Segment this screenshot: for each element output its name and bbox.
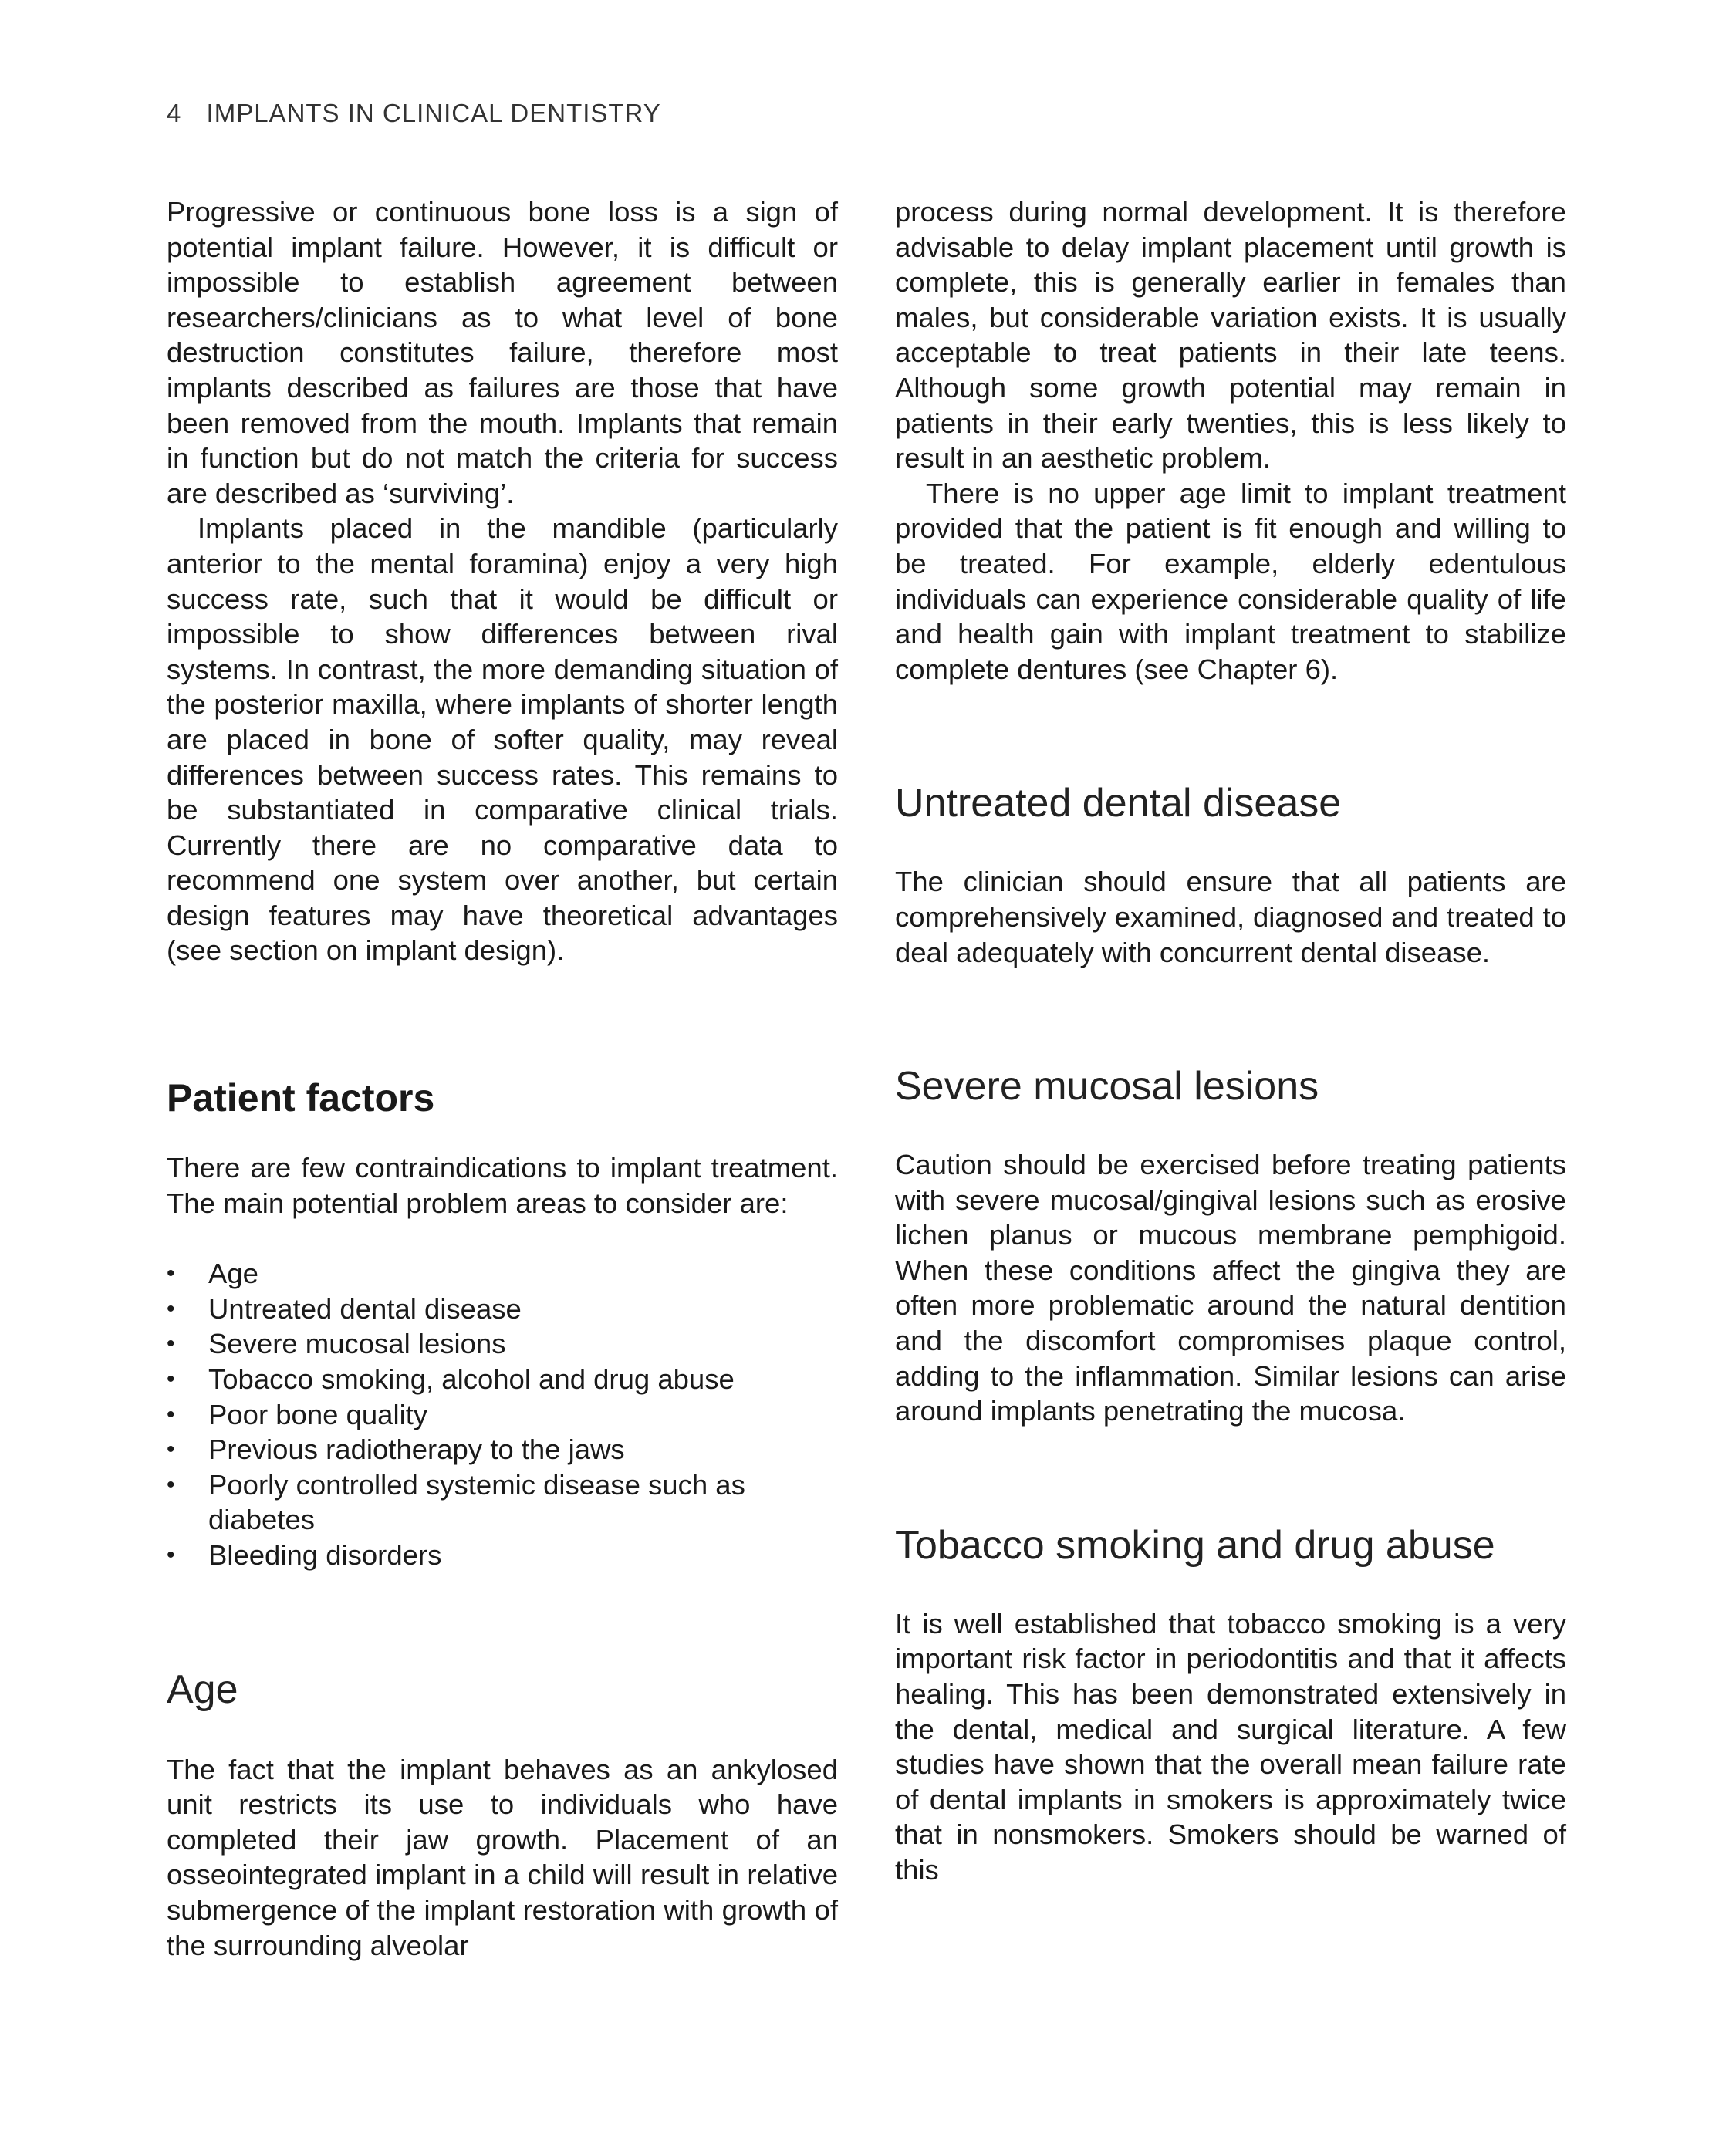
- running-title: IMPLANTS IN CLINICAL DENTISTRY: [206, 99, 661, 127]
- list-item: • Poorly controlled systemic disease such as diabetes: [167, 1467, 838, 1538]
- list-item: • Poor bone quality: [167, 1397, 838, 1433]
- heading-severe-mucosal-lesions: Severe mucosal lesions: [895, 1064, 1319, 1109]
- list-item: • Tobacco smoking, alcohol and drug abuse: [167, 1362, 838, 1397]
- paragraph-mandible: Implants placed in the mandible (particularly anterior to the mental foramina) enjoy a very high success rate, such that it would be difficult or impossible to show differences between rival systems. In contrast, the more demanding situation of the posterior maxilla, where implants of shorter length are placed in bone of softer quality, may reveal differences between success rates. This remains to be substantiated in comparative clinical trials. Currently there are no comparative data to recommend one system over another, but certain design features may have theoretical advantages (see section on implant design).: [167, 512, 838, 967]
- list-item: • Previous radiotherapy to the jaws: [167, 1432, 838, 1467]
- paragraph-untreated-dental-disease: The clinician should ensure that all patients are comprehensively examined, diagnosed and treated to deal adequately with concurrent dental disease.: [895, 866, 1566, 968]
- running-head: [167, 99, 661, 128]
- paragraph-age-continued: process during normal development. It is therefore advisable to delay implant placement until growth is complete, this is generally earlier in females than males, but considerable variation exists. It is usually acceptable to treat patients in their late teens. Although some growth potential may remain in patients in their early twenties, this is less likely to result in an aesthetic problem.: [895, 196, 1566, 474]
- heading-tobacco-smoking: Tobacco smoking and drug abuse: [895, 1522, 1495, 1568]
- paragraph-bone-loss: Progressive or continuous bone loss is a sign of potential implant failure. However, it is difficult or impossible to establish agreement between researchers/clinicians as to what level of bone destruction constitutes failure, therefore most implants described as failures are those that have been removed from the mouth. Implants that remain in function but do not match the criteria for success are described as ‘surviving’.: [167, 196, 838, 509]
- problem-areas-list: [167, 1256, 838, 1572]
- heading-age: Age: [167, 1667, 238, 1712]
- list-item: • Untreated dental disease: [167, 1292, 838, 1327]
- right-column: [895, 194, 1566, 1888]
- paragraph-severe-mucosal-lesions: Caution should be exercised before treating patients with severe mucosal/gingival lesions such as erosive lichen planus or mucous membrane pemphigoid. When these conditions affect the gingiva they are often more problematic around the natural dentition and the discomfort compromises plaque control, adding to the inflammation. Similar lesions can arise around implants penetrating the mucosa.: [895, 1149, 1566, 1427]
- page-number: 4: [167, 99, 182, 127]
- paragraph-tobacco-smoking: It is well established that tobacco smoking is a very important risk factor in periodontitis and that it affects healing. This has been demonstrated extensively in the dental, medical and surgical literature. A few studies have shown that the overall mean failure rate of dental implants in smokers is approximately twice that in nonsmokers. Smokers should be warned of this: [895, 1607, 1566, 1886]
- heading-untreated-dental-disease: Untreated dental disease: [895, 781, 1342, 826]
- heading-patient-factors: Patient factors: [167, 1076, 435, 1120]
- list-item: • Severe mucosal lesions: [167, 1326, 838, 1362]
- paragraph-upper-age: There is no upper age limit to implant treatment provided that the patient is fit enough and willing to be treated. For example, elderly edentulous individuals can experience considerable quality of life and health gain with implant treatment to stabilize complete dentures (see Chapter 6).: [895, 477, 1566, 685]
- paragraph-age: The fact that the implant behaves as an ankylosed unit restricts its use to individuals who have completed their jaw growth. Placement of an osseointegrated implant in a child will result in relative submergence of the implant restoration with growth of the surrounding alveolar: [167, 1753, 838, 1961]
- paragraph-patient-factors-intro: There are few contraindications to implant treatment. The main potential problem areas to consider are:: [167, 1152, 838, 1219]
- left-column: [167, 194, 838, 1963]
- list-item: • Bleeding disorders: [167, 1538, 838, 1573]
- list-item: • Age: [167, 1256, 838, 1292]
